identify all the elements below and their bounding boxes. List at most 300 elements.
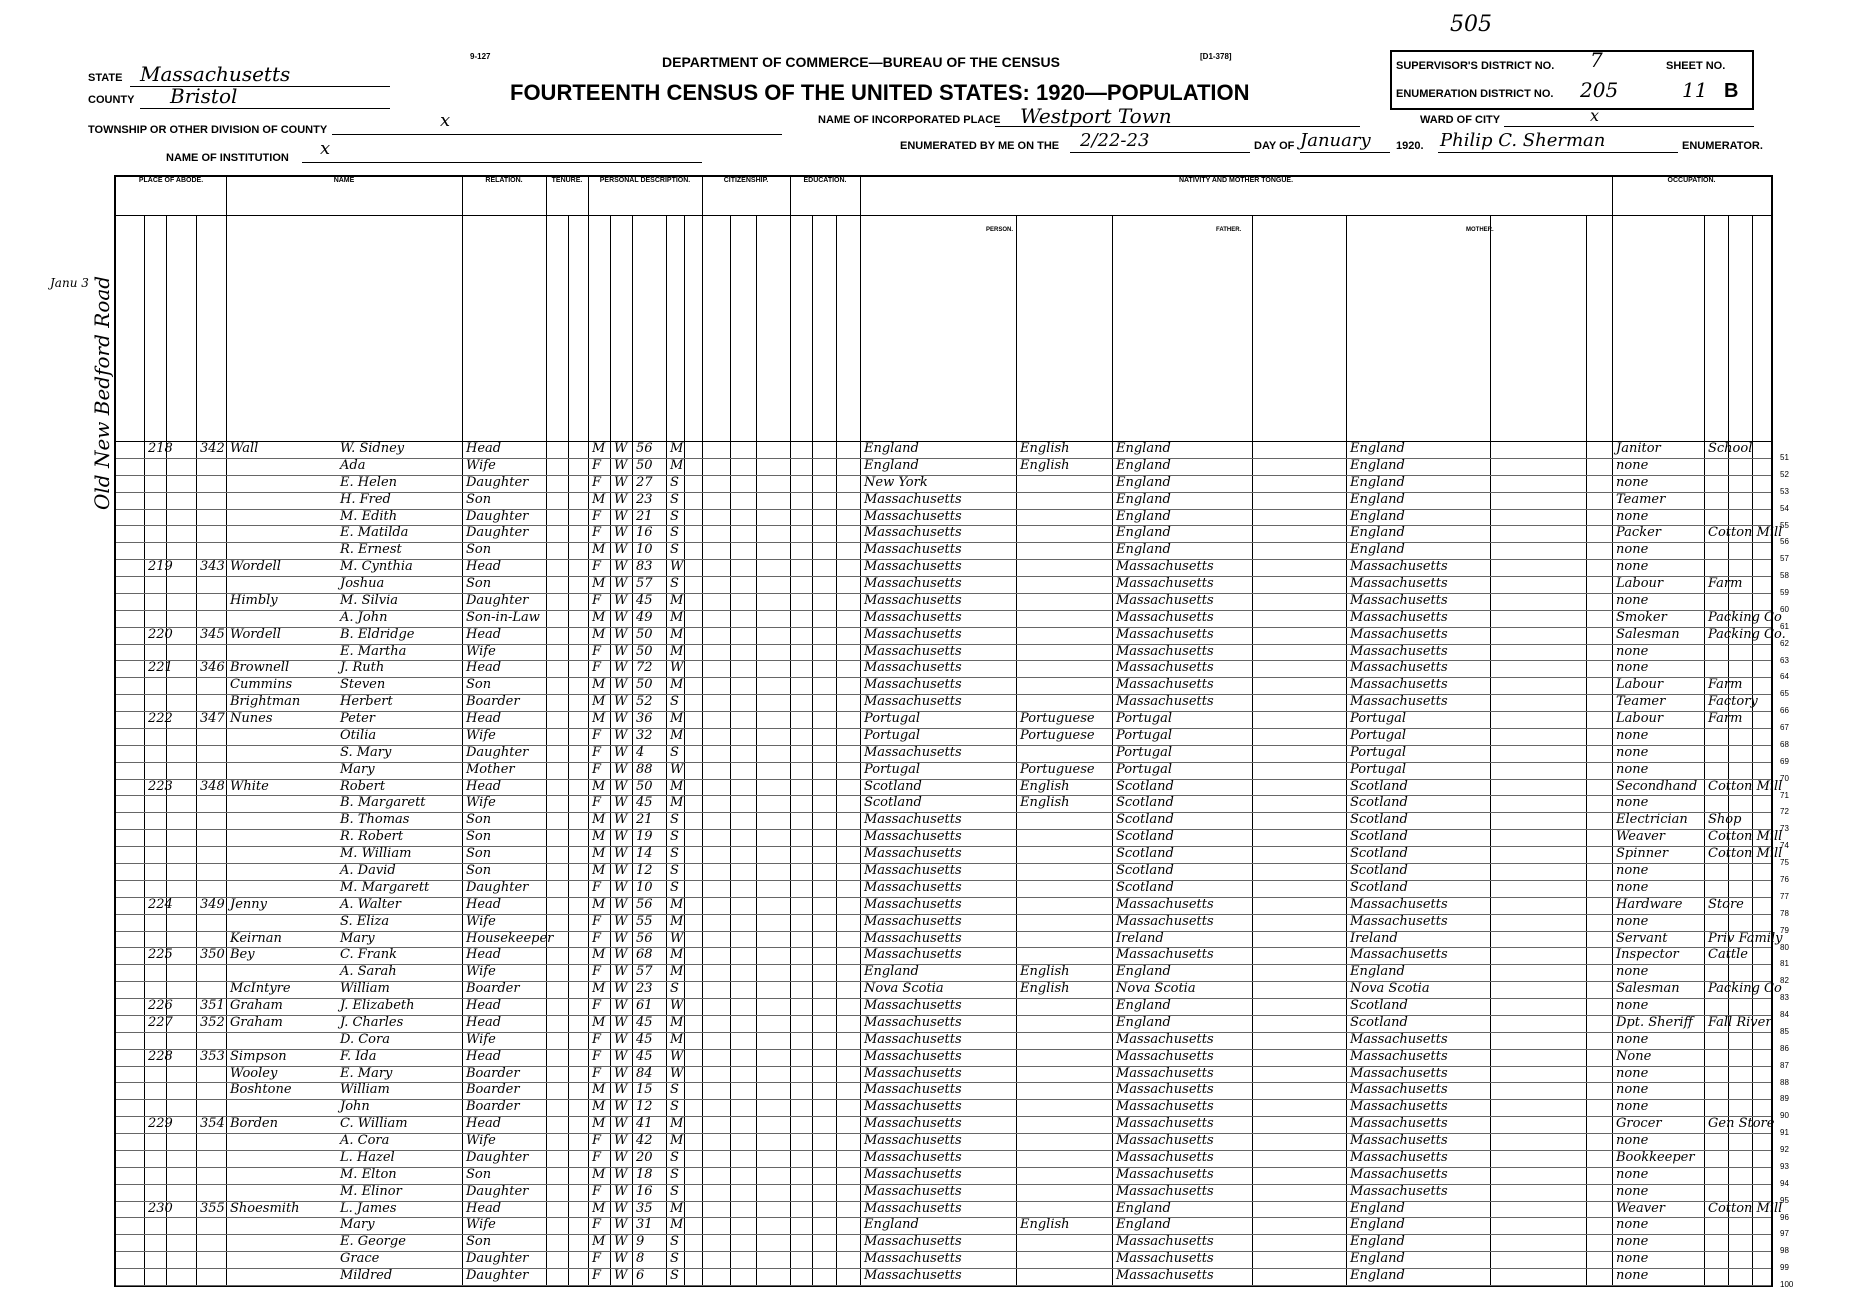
- line-number: 74: [1780, 841, 1789, 851]
- cell-rel: Wife: [466, 1217, 496, 1233]
- cell-ms: M: [670, 947, 684, 963]
- cell-age: 57: [636, 576, 653, 592]
- cell-dw: [146, 1066, 174, 1083]
- cell-age: 14: [636, 846, 653, 862]
- cell-sur: Himbly: [230, 592, 278, 608]
- cell-race: W: [614, 1268, 628, 1284]
- cell-occ: Dpt. Sheriff: [1616, 1014, 1693, 1030]
- table-row: [116, 1167, 1771, 1185]
- cell-ms: M: [670, 592, 684, 608]
- cell-fbp: Ireland: [1116, 930, 1164, 946]
- table-row: [116, 1184, 1771, 1202]
- cell-ms: M: [670, 1200, 684, 1216]
- cell-sex: F: [592, 1048, 602, 1064]
- cell-mbp: England: [1350, 964, 1405, 980]
- cell-sur: [228, 914, 340, 931]
- table-row: [116, 542, 1771, 560]
- cell-occ: Teamer: [1616, 491, 1666, 507]
- table-row: [116, 626, 1786, 645]
- cell-mbp: England: [1350, 1234, 1405, 1250]
- department-heading: DEPARTMENT OF COMMERCE—BUREAU OF THE CENSUS: [662, 54, 1060, 70]
- cell-race: W: [614, 576, 628, 592]
- cell-mt: English: [1020, 981, 1070, 997]
- cell-mbp: England: [1350, 1217, 1405, 1233]
- cell-ind: [1706, 559, 1772, 576]
- cell-mt: [1018, 880, 1112, 897]
- cell-bp: Massachusetts: [864, 1149, 962, 1165]
- cell-dw: [146, 677, 174, 694]
- cell-ind: [1706, 475, 1772, 492]
- cell-fbp: Massachusetts: [1116, 1065, 1214, 1081]
- cell-rel: Wife: [466, 1133, 496, 1149]
- cell-mt: [1018, 677, 1112, 694]
- cell-dw: [146, 1150, 174, 1167]
- cell-ms: S: [670, 474, 679, 490]
- cell-ms: W: [670, 930, 684, 946]
- cell-ind: Cotton Mill: [1708, 846, 1783, 862]
- cell-occ: none: [1616, 559, 1649, 575]
- cell-bp: Scotland: [864, 795, 922, 811]
- line-number: 65: [1780, 689, 1789, 699]
- cell-race: W: [614, 592, 628, 608]
- cell-dw: [146, 1099, 174, 1116]
- cell-fam: 351: [200, 998, 225, 1014]
- township-label: TOWNSHIP OR OTHER DIVISION OF COUNTY: [88, 124, 328, 136]
- cell-ms: S: [670, 576, 679, 592]
- cell-occ: none: [1616, 998, 1649, 1014]
- cell-ind: [1706, 1217, 1772, 1234]
- cell-mbp: England: [1350, 542, 1405, 558]
- cell-fam: [198, 542, 228, 559]
- cell-age: 12: [636, 1099, 653, 1115]
- cell-mt: [1018, 1268, 1112, 1285]
- cell-mt: [1018, 1015, 1112, 1032]
- cell-mbp: Portugal: [1350, 744, 1407, 760]
- cell-age: 45: [636, 592, 653, 608]
- cell-dw: 223: [148, 778, 173, 794]
- cell-ms: M: [670, 1133, 684, 1149]
- cell-ms: M: [670, 711, 684, 727]
- line-number: 100: [1780, 1280, 1794, 1290]
- cell-mt: [1018, 492, 1112, 509]
- cell-dw: [146, 694, 174, 711]
- cell-occ: Grocer: [1616, 1116, 1662, 1132]
- cell-fam: 347: [200, 711, 225, 727]
- cell-bp: England: [864, 964, 919, 980]
- cell-sur: [228, 829, 340, 846]
- cell-ind: Gen Store: [1708, 1116, 1775, 1132]
- cell-sex: F: [592, 474, 602, 490]
- cell-sex: F: [592, 913, 602, 929]
- cell-mbp: Scotland: [1350, 829, 1408, 845]
- cell-rel: Son: [466, 1234, 492, 1250]
- cell-race: W: [614, 643, 628, 659]
- cell-age: 45: [636, 795, 653, 811]
- cell-mt: [1018, 525, 1112, 542]
- cell-mbp: England: [1350, 1268, 1405, 1284]
- cell-mbp: England: [1350, 1251, 1405, 1267]
- cell-occ: Spinner: [1616, 846, 1669, 862]
- cell-bp: Massachusetts: [864, 559, 962, 575]
- cell-mbp: Massachusetts: [1350, 660, 1448, 676]
- cell-rel: Boarder: [466, 694, 520, 710]
- table-row: [116, 677, 1771, 695]
- cell-bp: Portugal: [864, 761, 921, 777]
- cell-dw: [146, 880, 174, 897]
- cell-fam: 346: [200, 660, 225, 676]
- cell-ind: [1706, 745, 1772, 762]
- cell-fam: [198, 1184, 228, 1201]
- cell-rel: Wife: [466, 643, 496, 659]
- group-nativity: NATIVITY AND MOTHER TONGUE.: [860, 177, 1613, 216]
- cell-rel: Son-in-Law: [466, 609, 540, 625]
- cell-ind: Farm: [1708, 677, 1743, 693]
- table-row: [116, 1066, 1771, 1084]
- line-number: 94: [1780, 1178, 1789, 1188]
- cell-bp: Scotland: [864, 778, 922, 794]
- cell-rel: Daughter: [466, 592, 529, 608]
- cell-given: Mildred: [340, 1268, 393, 1284]
- cell-ind: Packing Co.: [1708, 626, 1786, 642]
- cell-race: W: [614, 981, 628, 997]
- table-row: [116, 914, 1771, 932]
- cell-age: 16: [636, 1183, 653, 1199]
- cell-given: E. George: [340, 1234, 406, 1250]
- cell-sur: [228, 1234, 340, 1251]
- ward-value: x: [1590, 106, 1600, 125]
- table-row: [116, 711, 1771, 729]
- cell-fam: [198, 914, 228, 931]
- cell-ind: [1706, 863, 1772, 880]
- cell-bp: Massachusetts: [864, 643, 962, 659]
- cell-race: W: [614, 1014, 628, 1030]
- cell-occ: Salesman: [1616, 981, 1680, 997]
- state-label: STATE: [88, 72, 123, 84]
- group-education: EDUCATION.: [790, 177, 861, 216]
- cell-ind: [1706, 1133, 1772, 1150]
- cell-rel: Son: [466, 1166, 492, 1182]
- table-row: [116, 964, 1771, 982]
- table-row: [116, 1133, 1771, 1151]
- cell-dw: 218: [148, 441, 173, 456]
- cell-mbp: Portugal: [1350, 711, 1407, 727]
- cell-race: W: [614, 964, 628, 980]
- cell-mbp: England: [1350, 525, 1405, 541]
- cell-race: W: [614, 744, 628, 760]
- cell-mt: [1018, 593, 1112, 610]
- line-number: 83: [1780, 993, 1789, 1003]
- cell-occ: none: [1616, 457, 1649, 473]
- cell-ind: Cotton Mill: [1708, 829, 1783, 845]
- line-number: 67: [1780, 723, 1789, 733]
- cell-sex: M: [592, 1234, 606, 1250]
- cell-sex: F: [592, 1217, 602, 1233]
- cell-fam: [198, 644, 228, 661]
- cell-ms: M: [670, 913, 684, 929]
- cell-dw: 224: [148, 896, 173, 912]
- cell-rel: Head: [466, 998, 502, 1014]
- cell-occ: none: [1616, 1133, 1649, 1149]
- cell-sur: Borden: [230, 1116, 278, 1132]
- cell-ms: M: [670, 1116, 684, 1132]
- cell-rel: Wife: [466, 727, 496, 743]
- table-row: [116, 846, 1783, 864]
- cell-fam: [198, 1082, 228, 1099]
- cell-given: M. William: [340, 846, 412, 862]
- cell-fam: [198, 931, 228, 948]
- line-number: 51: [1780, 453, 1789, 462]
- cell-bp: Massachusetts: [864, 744, 962, 760]
- cell-given: William: [340, 1082, 390, 1098]
- cell-occ: none: [1616, 1065, 1649, 1081]
- cell-given: M. Elinor: [340, 1183, 402, 1199]
- cell-bp: Massachusetts: [864, 660, 962, 676]
- cell-age: 84: [636, 1065, 653, 1081]
- cell-race: W: [614, 441, 628, 456]
- cell-fam: 345: [200, 626, 225, 642]
- cell-sex: M: [592, 981, 606, 997]
- cell-race: W: [614, 626, 628, 642]
- enumerated-by-label: ENUMERATED BY ME ON THE: [900, 140, 1060, 152]
- cell-fam: [198, 458, 228, 475]
- cell-mbp: Massachusetts: [1350, 626, 1448, 642]
- cell-mbp: Scotland: [1350, 846, 1408, 862]
- cell-sur: Brownell: [230, 660, 290, 676]
- table-row: [116, 525, 1783, 543]
- cell-occ: Inspector: [1616, 947, 1679, 963]
- cell-ind: Store: [1708, 896, 1744, 912]
- cell-bp: Massachusetts: [864, 1031, 962, 1047]
- cell-rel: Wife: [466, 457, 496, 473]
- cell-dw: [146, 593, 174, 610]
- line-number: 88: [1780, 1077, 1789, 1087]
- cell-mt: [1018, 1133, 1112, 1150]
- line-number: 87: [1780, 1060, 1789, 1070]
- cell-fam: [198, 610, 228, 627]
- cell-race: W: [614, 474, 628, 490]
- cell-sex: M: [592, 1200, 606, 1216]
- institution-label: NAME OF INSTITUTION: [166, 152, 289, 164]
- cell-race: W: [614, 677, 628, 693]
- cell-ind: Packing Co: [1708, 609, 1782, 625]
- cell-ind: [1706, 1268, 1772, 1285]
- line-number: 75: [1780, 858, 1789, 868]
- day-of-label: DAY OF: [1254, 140, 1295, 152]
- group-relation: RELATION.: [462, 177, 547, 216]
- cell-age: 31: [636, 1217, 653, 1233]
- cell-dw: 219: [148, 559, 173, 575]
- cell-bp: Massachusetts: [864, 508, 962, 524]
- cell-mt: [1018, 576, 1112, 593]
- cell-given: M. Margarett: [340, 879, 430, 895]
- cell-ind: Factory: [1708, 694, 1758, 710]
- table-row: [116, 1116, 1775, 1134]
- cell-dw: [146, 846, 174, 863]
- line-number: 55: [1780, 520, 1789, 530]
- cell-ind: [1706, 880, 1772, 897]
- cell-sex: F: [592, 660, 602, 676]
- incorporated-place-value: Westport Town: [1020, 104, 1172, 128]
- cell-sur: Brightman: [230, 694, 301, 710]
- cell-dw: [146, 1133, 174, 1150]
- cell-given: S. Mary: [340, 744, 392, 760]
- cell-rel: Boarder: [466, 1065, 520, 1081]
- cell-mt: [1018, 1201, 1112, 1218]
- cell-rel: Daughter: [466, 1268, 529, 1284]
- cell-occ: Electrician: [1616, 812, 1688, 828]
- cell-dw: [146, 1217, 174, 1234]
- cell-race: W: [614, 863, 628, 878]
- cell-rel: Boarder: [466, 981, 520, 997]
- cell-mbp: England: [1350, 474, 1405, 490]
- cell-fbp: Massachusetts: [1116, 1031, 1214, 1047]
- cell-age: 50: [636, 643, 653, 659]
- cell-sex: M: [592, 609, 606, 625]
- cell-fam: [198, 745, 228, 762]
- table-row: [116, 897, 1771, 915]
- cell-sur: [228, 795, 340, 812]
- cell-ind: [1706, 1049, 1772, 1066]
- cell-sur: Simpson: [230, 1048, 287, 1064]
- cell-sur: Keirnan: [230, 930, 282, 946]
- cell-mt: Portuguese: [1020, 711, 1095, 727]
- cell-dw: [146, 795, 174, 812]
- cell-mbp: England: [1350, 1200, 1405, 1216]
- cell-bp: Massachusetts: [864, 592, 962, 608]
- cell-bp: Portugal: [864, 711, 921, 727]
- cell-fam: [198, 812, 228, 829]
- cell-sex: F: [592, 643, 602, 659]
- cell-age: 20: [636, 1149, 653, 1165]
- table-row: [116, 509, 1771, 527]
- cell-bp: Massachusetts: [864, 694, 962, 710]
- cell-rel: Son: [466, 863, 492, 878]
- cell-fbp: Massachusetts: [1116, 913, 1214, 929]
- cell-age: 57: [636, 964, 653, 980]
- cell-sex: M: [592, 626, 606, 642]
- cell-fbp: Scotland: [1116, 795, 1174, 811]
- line-number: 92: [1780, 1145, 1789, 1155]
- cell-bp: Massachusetts: [864, 896, 962, 912]
- cell-bp: Massachusetts: [864, 576, 962, 592]
- cell-ms: S: [670, 981, 679, 997]
- table-row: [116, 660, 1771, 678]
- cell-ind: Cotton Mill: [1708, 778, 1783, 794]
- cell-sur: [228, 880, 340, 897]
- cell-race: W: [614, 727, 628, 743]
- cell-given: A. John: [340, 609, 388, 625]
- cell-ind: [1706, 458, 1772, 475]
- group-place-of-abode: PLACE OF ABODE.: [116, 177, 227, 216]
- cell-sur: Graham: [230, 1014, 283, 1030]
- cell-given: Grace: [340, 1251, 380, 1267]
- cell-dw: [146, 509, 174, 526]
- cell-ms: S: [670, 846, 679, 862]
- cell-given: S. Eliza: [340, 913, 390, 929]
- cell-sex: F: [592, 879, 602, 895]
- cell-ms: S: [670, 1166, 679, 1182]
- cell-age: 50: [636, 457, 653, 473]
- table-row: [116, 1251, 1771, 1269]
- cell-fbp: Massachusetts: [1116, 660, 1214, 676]
- cell-fbp: Nova Scotia: [1116, 981, 1196, 997]
- cell-occ: none: [1616, 643, 1649, 659]
- cell-ms: M: [670, 896, 684, 912]
- cell-fam: 355: [200, 1200, 225, 1216]
- cell-mbp: Nova Scotia: [1350, 981, 1430, 997]
- county-value: Bristol: [170, 84, 238, 108]
- table-row: [116, 1015, 1771, 1033]
- line-number: 97: [1780, 1229, 1789, 1239]
- table-row: [116, 441, 1771, 459]
- cell-ind: [1706, 964, 1772, 981]
- cell-mbp: England: [1350, 441, 1405, 456]
- cell-fbp: Scotland: [1116, 879, 1174, 895]
- cell-sur: [228, 812, 340, 829]
- cell-ms: M: [670, 1217, 684, 1233]
- cell-bp: Massachusetts: [864, 1166, 962, 1182]
- cell-mbp: England: [1350, 508, 1405, 524]
- cell-bp: Massachusetts: [864, 1048, 962, 1064]
- cell-rel: Head: [466, 947, 502, 963]
- cell-age: 61: [636, 998, 653, 1014]
- stamp-number: 505: [1450, 12, 1492, 37]
- cell-mbp: Ireland: [1350, 930, 1398, 946]
- form-code: [D1-378]: [1200, 52, 1232, 61]
- cell-fbp: Massachusetts: [1116, 947, 1214, 963]
- cell-race: W: [614, 1234, 628, 1250]
- group-occupation: OCCUPATION.: [1612, 177, 1771, 216]
- cell-mt: [1018, 1116, 1112, 1133]
- cell-mt: English: [1020, 964, 1070, 980]
- cell-age: 6: [636, 1268, 645, 1284]
- cell-given: B. Margarett: [340, 795, 426, 811]
- cell-sex: M: [592, 576, 606, 592]
- cell-given: D. Cora: [340, 1031, 390, 1047]
- cell-mt: [1018, 812, 1112, 829]
- cell-ind: Farm: [1708, 576, 1743, 592]
- cell-given: R. Ernest: [340, 542, 402, 558]
- cell-mbp: Scotland: [1350, 812, 1408, 828]
- cell-bp: New York: [864, 474, 928, 490]
- cell-sur: [228, 1251, 340, 1268]
- cell-ms: W: [670, 559, 684, 575]
- county-label: COUNTY: [88, 94, 135, 106]
- cell-sex: M: [592, 896, 606, 912]
- cell-dw: [146, 1268, 174, 1285]
- line-number: 62: [1780, 638, 1789, 648]
- cell-sur: [228, 475, 340, 492]
- cell-fam: 348: [200, 778, 225, 794]
- cell-occ: Secondhand: [1616, 778, 1698, 794]
- cell-ms: S: [670, 829, 679, 845]
- table-row: [116, 1234, 1771, 1252]
- cell-fam: [198, 1099, 228, 1116]
- cell-rel: Head: [466, 1014, 502, 1030]
- cell-mbp: Massachusetts: [1350, 1166, 1448, 1182]
- cell-race: W: [614, 846, 628, 862]
- cell-dw: [146, 863, 174, 880]
- cell-fam: [198, 475, 228, 492]
- group-personal: PERSONAL DESCRIPTION.: [588, 177, 703, 216]
- state-value: Massachusetts: [140, 62, 291, 86]
- cell-rel: Daughter: [466, 1251, 529, 1267]
- cell-given: L. James: [340, 1200, 397, 1216]
- table-row: [116, 1268, 1771, 1286]
- cell-occ: none: [1616, 508, 1649, 524]
- table-row: [116, 1082, 1771, 1100]
- cell-ind: [1706, 1082, 1772, 1099]
